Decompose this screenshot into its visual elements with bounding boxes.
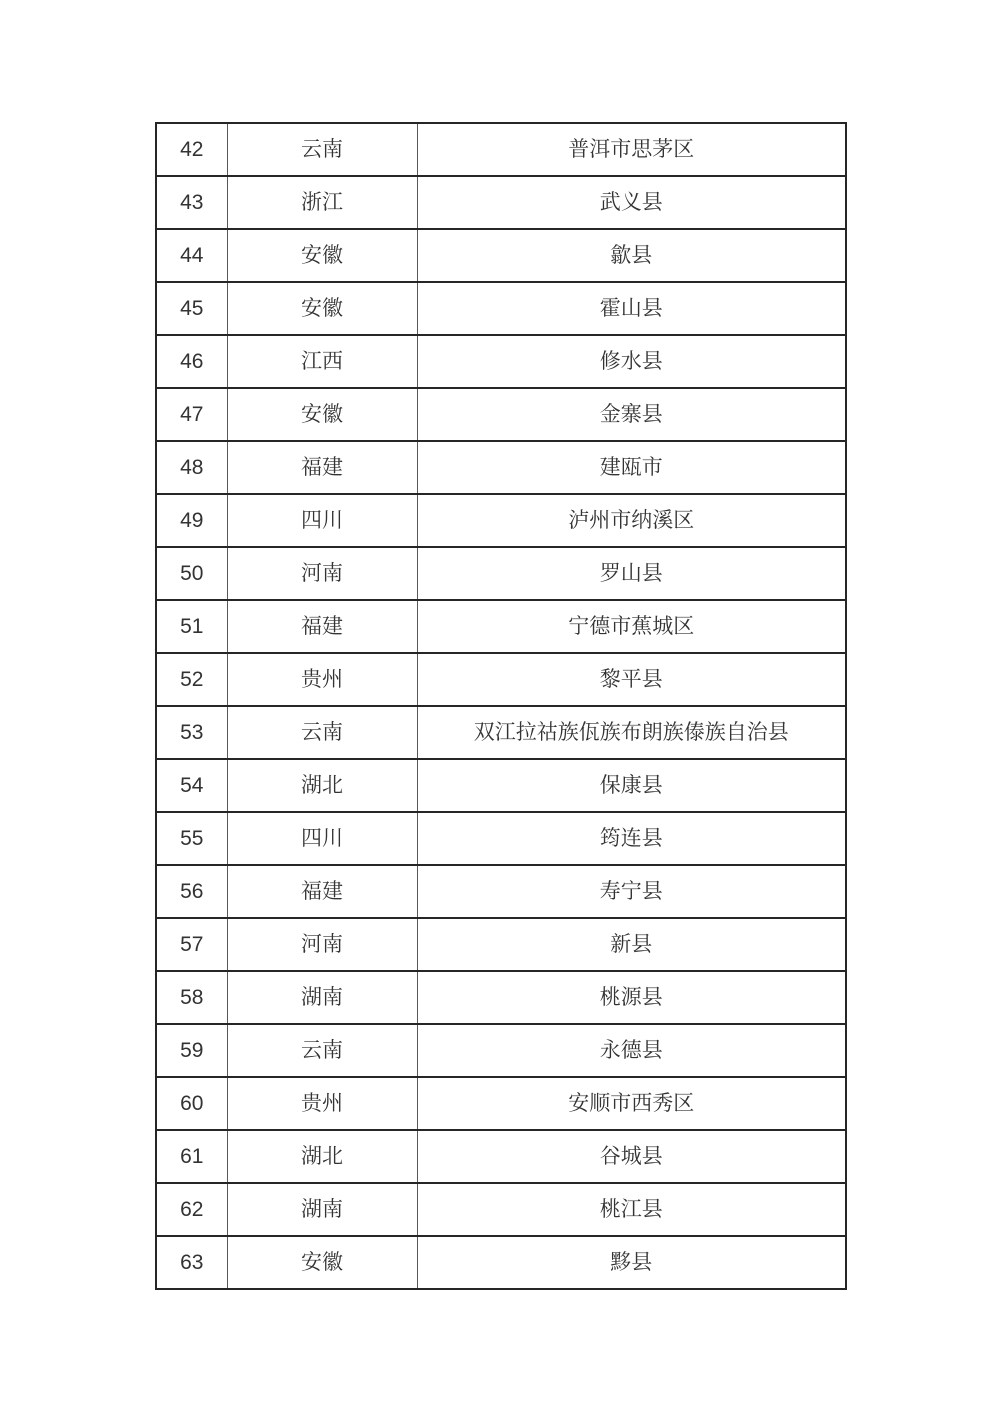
- row-no-cell: 60: [156, 1077, 227, 1130]
- province-cell: 福建: [227, 865, 417, 918]
- table-row: [156, 1236, 846, 1289]
- table-row: [156, 335, 846, 388]
- table-row: [156, 918, 846, 971]
- row-no-cell: 48: [156, 441, 227, 494]
- table-row: [156, 759, 846, 812]
- table-row: [156, 547, 846, 600]
- table-row: [156, 600, 846, 653]
- row-no-cell: 44: [156, 229, 227, 282]
- county-cell: 宁德市蕉城区: [417, 600, 846, 653]
- province-cell: 浙江: [227, 176, 417, 229]
- county-cell: 泸州市纳溪区: [417, 494, 846, 547]
- row-no-cell: 55: [156, 812, 227, 865]
- province-cell: 河南: [227, 547, 417, 600]
- province-cell: 贵州: [227, 1077, 417, 1130]
- county-cell: 双江拉祜族佤族布朗族傣族自治县: [417, 706, 846, 759]
- province-cell: 湖南: [227, 1183, 417, 1236]
- county-cell: 修水县: [417, 335, 846, 388]
- county-cell: 歙县: [417, 229, 846, 282]
- county-cell: 金寨县: [417, 388, 846, 441]
- table-row: [156, 388, 846, 441]
- province-cell: 云南: [227, 123, 417, 176]
- province-cell: 贵州: [227, 653, 417, 706]
- table-row: [156, 282, 846, 335]
- row-no-cell: 62: [156, 1183, 227, 1236]
- county-cell: 霍山县: [417, 282, 846, 335]
- row-no-cell: 54: [156, 759, 227, 812]
- row-no-cell: 43: [156, 176, 227, 229]
- row-no-cell: 45: [156, 282, 227, 335]
- table-row: [156, 176, 846, 229]
- row-no-cell: 51: [156, 600, 227, 653]
- province-cell: 福建: [227, 600, 417, 653]
- table-row: [156, 494, 846, 547]
- row-no-cell: 53: [156, 706, 227, 759]
- province-cell: 四川: [227, 812, 417, 865]
- province-cell: 河南: [227, 918, 417, 971]
- county-cell: 普洱市思茅区: [417, 123, 846, 176]
- province-cell: 安徽: [227, 1236, 417, 1289]
- table-row: [156, 971, 846, 1024]
- table-row: [156, 1183, 846, 1236]
- row-no-cell: 59: [156, 1024, 227, 1077]
- county-cell: 武义县: [417, 176, 846, 229]
- row-no-cell: 56: [156, 865, 227, 918]
- table-row: [156, 123, 846, 176]
- county-cell: 罗山县: [417, 547, 846, 600]
- province-cell: 云南: [227, 1024, 417, 1077]
- row-no-cell: 50: [156, 547, 227, 600]
- county-cell: 安顺市西秀区: [417, 1077, 846, 1130]
- table-row: [156, 865, 846, 918]
- county-cell: 新县: [417, 918, 846, 971]
- province-cell: 安徽: [227, 282, 417, 335]
- province-cell: 福建: [227, 441, 417, 494]
- table-row: [156, 1024, 846, 1077]
- row-no-cell: 58: [156, 971, 227, 1024]
- county-cell: 寿宁县: [417, 865, 846, 918]
- province-cell: 江西: [227, 335, 417, 388]
- county-cell: 保康县: [417, 759, 846, 812]
- province-cell: 四川: [227, 494, 417, 547]
- row-no-cell: 49: [156, 494, 227, 547]
- table-row: [156, 1130, 846, 1183]
- province-cell: 湖南: [227, 971, 417, 1024]
- county-cell: 黎平县: [417, 653, 846, 706]
- table-row: [156, 229, 846, 282]
- county-cell: 谷城县: [417, 1130, 846, 1183]
- county-table: [155, 122, 847, 1290]
- row-no-cell: 52: [156, 653, 227, 706]
- province-cell: 安徽: [227, 388, 417, 441]
- table-row: [156, 1077, 846, 1130]
- county-cell: 桃江县: [417, 1183, 846, 1236]
- county-cell: 桃源县: [417, 971, 846, 1024]
- row-no-cell: 42: [156, 123, 227, 176]
- county-cell: 永德县: [417, 1024, 846, 1077]
- province-cell: 安徽: [227, 229, 417, 282]
- county-cell: 黟县: [417, 1236, 846, 1289]
- table-row: [156, 812, 846, 865]
- row-no-cell: 57: [156, 918, 227, 971]
- province-cell: 湖北: [227, 1130, 417, 1183]
- row-no-cell: 47: [156, 388, 227, 441]
- county-cell: 建瓯市: [417, 441, 846, 494]
- row-no-cell: 46: [156, 335, 227, 388]
- county-cell: 筠连县: [417, 812, 846, 865]
- row-no-cell: 63: [156, 1236, 227, 1289]
- table-row: [156, 653, 846, 706]
- province-cell: 云南: [227, 706, 417, 759]
- table-row: [156, 441, 846, 494]
- row-no-cell: 61: [156, 1130, 227, 1183]
- province-cell: 湖北: [227, 759, 417, 812]
- table-row: [156, 706, 846, 759]
